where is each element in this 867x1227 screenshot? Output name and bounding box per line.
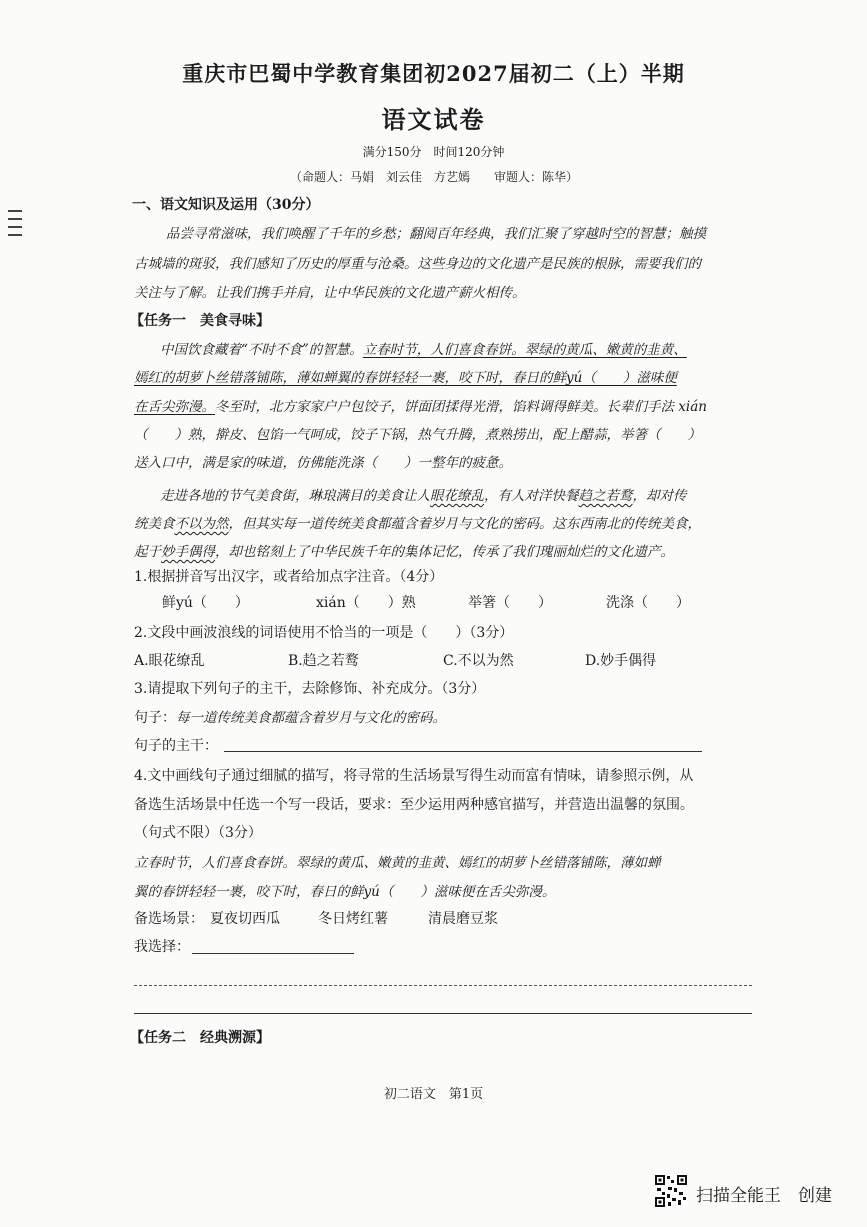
q2-option-d[interactable]: D.妙手偶得 — [585, 653, 657, 669]
section-heading: 一、语文知识及运用（30分） — [132, 197, 320, 213]
q3-sentence-line: 句子：每一道传统美食都蕴含着岁月与文化的密码。 — [134, 710, 446, 726]
task-heading: 【任务二 经典溯源】 — [130, 1030, 270, 1046]
q1-item[interactable]: 举箸（ ） — [468, 595, 552, 611]
q4-scene: 夏夜切西瓜 — [210, 911, 280, 927]
task1-para2-line: 统美食不以为然，但其实每一道传统美食都蕴含着岁月与文化的密码。这东西南北的传统美食， — [134, 516, 701, 532]
q4-choice-label: 我选择： — [134, 939, 190, 955]
qr-code-icon — [654, 1174, 688, 1208]
intro-line: 关注与了解。让我们携手并肩，让中华民族的文化遗产薪火相传。 — [134, 285, 526, 301]
task1-para1-line: 嫣红的胡萝卜丝错落铺陈，薄如蝉翼的春饼轻轻一裹，咬下时，春日的鲜yú（ ）滋味便 — [134, 370, 677, 386]
task1-para2-line: 走进各地的节气美食街，琳琅满目的美食让人眼花缭乱，有人对洋快餐趋之若鹜，却对传 — [160, 488, 687, 504]
binding-margin-mark — [8, 210, 22, 242]
page-number: 初二语文 第1页 — [383, 1087, 484, 1102]
q1-item[interactable]: 鲜yú（ ） — [162, 595, 249, 611]
question-4-line: 4.文中画线句子通过细腻的描写，将寻常的生活场景写得生动而富有情味，请参照示例，从 — [134, 768, 694, 784]
question-4-line: （句式不限）（3分） — [134, 825, 262, 841]
intro-line: 品尝寻常滋味，我们唤醒了千年的乡愁；翻阅百年经典，我们汇聚了穿越时空的智慧；触摸 — [166, 226, 706, 242]
task-heading: 【任务一 美食寻味】 — [130, 313, 270, 329]
q4-example-line: 立春时节，人们喜食春饼。翠绿的黄瓜、嫩黄的韭黄、嫣红的胡萝卜丝错落铺陈，薄如蝉 — [134, 855, 661, 871]
q2-option-b[interactable]: B.趋之若鹜 — [288, 653, 359, 669]
q4-example-line: 翼的春饼轻轻一裹，咬下时，春日的鲜yú（ ）滋味便在舌尖弥漫。 — [134, 884, 556, 900]
q2-option-a[interactable]: A.眼花缭乱 — [134, 653, 205, 669]
task1-para2-line: 起于妙手偶得，却也铭刻上了中华民族千年的集体记忆，传承了我们瑰丽灿烂的文化遗产。 — [134, 544, 674, 560]
q4-choice-line[interactable] — [192, 953, 354, 954]
q4-scenes-label: 备选场景： — [134, 911, 204, 927]
q1-item[interactable]: xián（ ）熟 — [316, 595, 416, 611]
q4-answer-line[interactable] — [134, 1013, 752, 1014]
task1-para1-line: 在舌尖弥漫。冬至时，北方家家户户包饺子，饼面团揉得光滑，馅料调得鲜美。长辈们手法 xián — [134, 399, 707, 415]
score-time: 满分150分 时间120分钟 — [362, 145, 505, 159]
intro-line: 古城墙的斑驳，我们感知了历史的厚重与沧桑。这些身边的文化遗产是民族的根脉，需要我们的 — [134, 256, 701, 272]
q4-answer-line[interactable] — [134, 985, 752, 986]
q1-item[interactable]: 洗涤（ ） — [606, 595, 690, 611]
question-1: 1.根据拼音写出汉字，或者给加点字注音。（4分） — [134, 569, 444, 585]
question-3: 3.请提取下列句子的主干，去除修饰、补充成分。（3分） — [134, 681, 486, 697]
task1-para1-line: （ ）熟，擀皮、包馅一气呵成，饺子下锅，热气升腾，煮熟捞出，配上醋蒜，举箸（ ） — [134, 427, 701, 443]
q3-answer-line[interactable] — [224, 751, 702, 752]
q4-scene: 清晨磨豆浆 — [428, 911, 498, 927]
task1-para1-line: 中国饮食藏着“不时不食”的智慧。立春时节，人们喜食春饼。翠绿的黄瓜、嫩黄的韭黄、 — [160, 342, 687, 358]
q2-option-c[interactable]: C.不以为然 — [443, 653, 514, 669]
question-4-line: 备选生活场景中任选一个写一段话，要求：至少运用两种感官描写，并营造出温馨的氛围。 — [134, 797, 694, 813]
question-2: 2.文段中画波浪线的词语使用不恰当的一项是（ ）（3分） — [134, 625, 514, 641]
task1-para1-line: 送入口中，满是家的味道，仿佛能洗涤（ ）一整年的疲惫。 — [134, 455, 512, 471]
authors-line: （命题人：马娟 刘云佳 方艺嫣 审题人：陈华） — [290, 170, 579, 184]
exam-subtitle: 语文试卷 — [381, 105, 486, 134]
q3-answer-label: 句子的主干： — [134, 738, 218, 754]
exam-title: 重庆市巴蜀中学教育集团初2027届初二（上）半期 — [182, 61, 685, 86]
scanner-brand: 扫描全能王 创建 — [696, 1186, 832, 1206]
q4-scene: 冬日烤红薯 — [318, 911, 388, 927]
